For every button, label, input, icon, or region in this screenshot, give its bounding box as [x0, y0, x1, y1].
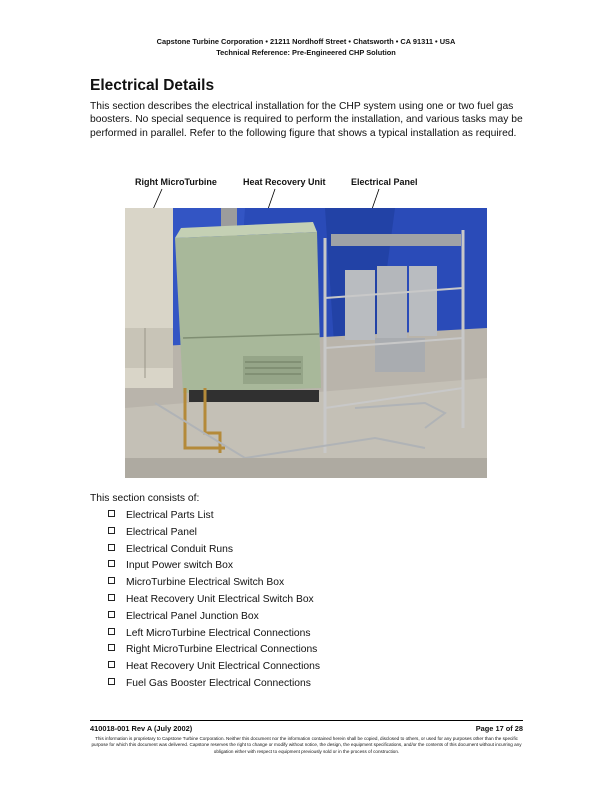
list-item: Electrical Parts List	[108, 508, 320, 525]
callout-electrical-panel: Electrical Panel	[351, 177, 418, 187]
header-company-line: Capstone Turbine Corporation • 21211 Nordhoff Street • Chatsworth • CA 91311 • USA	[156, 37, 456, 46]
checkbox-bullet-icon	[108, 510, 115, 517]
list-item: Left MicroTurbine Electrical Connections	[108, 626, 320, 643]
checkbox-bullet-icon	[108, 678, 115, 685]
list-item: MicroTurbine Electrical Switch Box	[108, 575, 320, 592]
footer-divider	[90, 720, 523, 721]
checkbox-bullet-icon	[108, 611, 115, 618]
checkbox-bullet-icon	[108, 527, 115, 534]
checkbox-bullet-icon	[108, 644, 115, 651]
list-item: Fuel Gas Booster Electrical Connections	[108, 676, 320, 693]
checkbox-bullet-icon	[108, 577, 115, 584]
consists-intro: This section consists of:	[90, 493, 200, 504]
list-item: Input Power switch Box	[108, 558, 320, 575]
list-item: Heat Recovery Unit Electrical Connections	[108, 659, 320, 676]
callout-right-microturbine: Right MicroTurbine	[135, 177, 217, 187]
list-item: Electrical Panel Junction Box	[108, 609, 320, 626]
page-header	[0, 36, 612, 58]
checkbox-bullet-icon	[108, 594, 115, 601]
header-doc-title: Technical Reference: Pre-Engineered CHP Solution	[216, 48, 396, 57]
section-intro: This section describes the electrical installation for the CHP system using one or two fuel gas boosters. No special sequence is required to perform the installation, and various tasks may be performed in parallel. Refer to the following figure that shows a typical installation as required.	[90, 101, 523, 139]
list-item: Right MicroTurbine Electrical Connections	[108, 642, 320, 659]
section-title: Electrical Details	[90, 77, 215, 94]
checkbox-bullet-icon	[108, 661, 115, 668]
checkbox-bullet-icon	[108, 544, 115, 551]
list-item: Heat Recovery Unit Electrical Switch Box	[108, 592, 320, 609]
footer-page-number: Page 17 of 28	[475, 724, 523, 733]
list-item: Electrical Panel	[108, 525, 320, 542]
section-contents-list	[108, 508, 320, 693]
chp-installation-photo	[125, 208, 487, 478]
list-item: Electrical Conduit Runs	[108, 542, 320, 559]
footer-doc-id: 410018-001 Rev A (July 2002)	[90, 724, 193, 733]
callout-heat-recovery-unit: Heat Recovery Unit	[243, 177, 326, 187]
footer-legal-notice: This information is proprietary to Capstone Turbine Corporation. Neither this document nor the information contained herein shall be copied, disclosed to others, or used for any purposes other than the specific purpose for which this document was delivered. Capstone reserves the right to change or modify without notice, the design, the equipment specifications, and/or the contents of this document without incurring any obligation either with respect to equipment previously sold or in the process of construction.	[91, 736, 522, 754]
checkbox-bullet-icon	[108, 628, 115, 635]
checkbox-bullet-icon	[108, 560, 115, 567]
